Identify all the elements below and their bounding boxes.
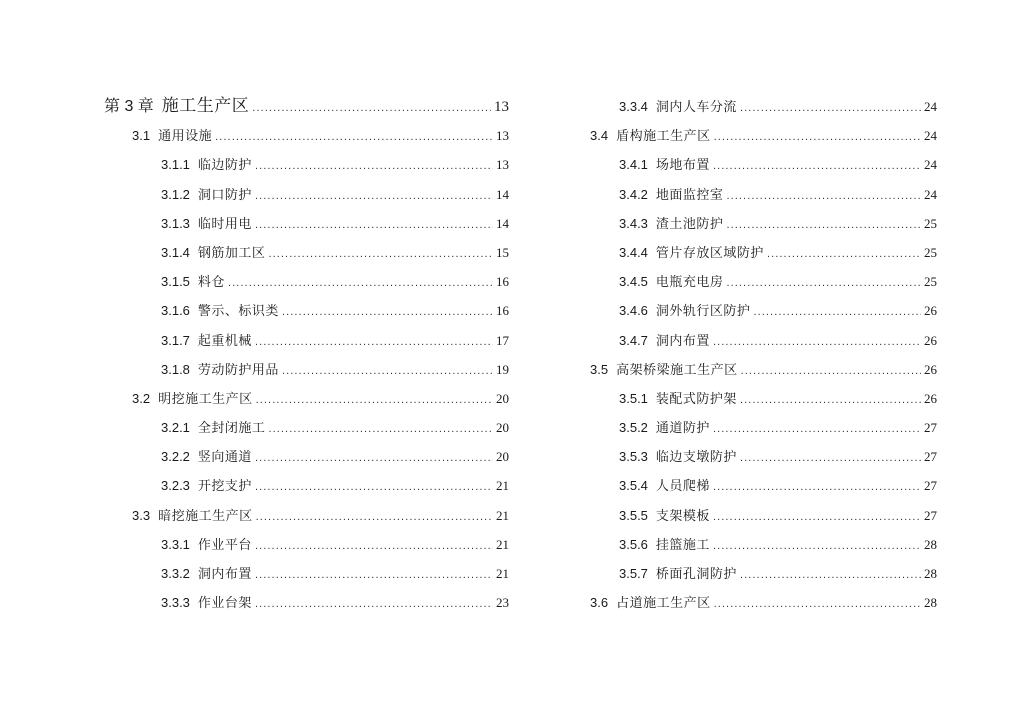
toc-entry-title: 竖向通道 [197, 450, 252, 466]
toc-entry-page: 25 [924, 244, 937, 260]
toc-right-column [562, 92, 937, 617]
toc-entry-number: 3.1.6 [161, 303, 190, 319]
toc-entry-title: 装配式防护架 [655, 391, 737, 407]
toc-dot-leader [753, 298, 921, 327]
toc-entry[interactable] [562, 442, 937, 471]
toc-entry-title: 开挖支护 [197, 479, 252, 495]
toc-entry-page: 28 [924, 566, 937, 581]
toc-entry-title: 占道施工生产区 [616, 596, 711, 612]
toc-entry-page: 13 [496, 128, 509, 144]
toc-entry-number: 3.4.2 [619, 186, 648, 202]
toc-dot-leader [255, 532, 493, 561]
toc-dot-leader [228, 269, 493, 298]
toc-dot-leader [726, 182, 921, 211]
toc-entry[interactable] [562, 471, 937, 500]
toc-entry-number: 3.4 [590, 128, 609, 144]
toc-entry-page: 21 [496, 507, 509, 523]
toc-entry-number: 3.1 [132, 128, 151, 144]
toc-entry-page: 20 [496, 449, 509, 465]
toc-entry-page: 21 [496, 478, 509, 494]
toc-entry-number: 3.3 [132, 507, 151, 523]
toc-entry-number: 3.1.4 [161, 244, 190, 260]
toc-dot-leader [741, 357, 921, 386]
toc-entry-page: 14 [496, 186, 509, 202]
toc-entry-number: 3.3.1 [161, 536, 190, 552]
toc-entry-title: 洞内布置 [655, 333, 710, 349]
toc-entry-number: 3.5.4 [619, 478, 648, 494]
toc-entry-number: 3.4.4 [619, 244, 648, 260]
toc-entry[interactable] [562, 413, 937, 442]
toc-entry-title: 临边支墩防护 [655, 450, 737, 466]
toc-dot-leader [255, 561, 493, 590]
toc-dot-leader [268, 240, 493, 269]
toc-entry-page: 27 [924, 420, 937, 436]
toc-entry-number: 3.1.3 [161, 215, 190, 231]
toc-entry-page: 24 [924, 128, 937, 144]
toc-dot-leader [740, 94, 921, 123]
toc-entry-page: 14 [496, 215, 509, 231]
toc-dot-leader [740, 386, 921, 415]
toc-entry-page: 26 [924, 332, 937, 348]
toc-dot-leader [255, 328, 493, 357]
toc-entry[interactable] [562, 180, 937, 209]
toc-entry-title: 通道防护 [655, 421, 710, 437]
toc-entry[interactable] [104, 588, 509, 617]
toc-entry-title: 全封闭施工 [197, 421, 266, 437]
toc-entry[interactable] [562, 121, 937, 150]
toc-entry-page: 20 [496, 390, 509, 406]
toc-entry[interactable] [104, 355, 509, 384]
toc-entry-page: 24 [924, 157, 937, 173]
toc-entry[interactable] [104, 150, 509, 179]
toc-dot-leader [740, 561, 921, 590]
toc-entry[interactable] [104, 384, 509, 413]
toc-entry-number: 3.4.7 [619, 332, 648, 348]
toc-entry[interactable] [104, 530, 509, 559]
toc-entry-title: 支架模板 [655, 508, 710, 524]
toc-entry-title: 起重机械 [197, 333, 252, 349]
toc-entry[interactable] [104, 180, 509, 209]
toc-entry-page: 24 [924, 99, 937, 114]
toc-entry-page: 21 [496, 536, 509, 552]
toc-entry-number: 3.4.6 [619, 303, 648, 319]
toc-entry[interactable] [104, 501, 509, 530]
toc-entry-page: 20 [496, 420, 509, 436]
toc-entry-title: 临时用电 [197, 216, 252, 232]
toc-entry-title: 警示、标识类 [197, 304, 279, 320]
toc-entry-number: 3.1.5 [161, 274, 190, 290]
toc-entry-page: 27 [924, 478, 937, 494]
toc-entry-number: 3.1.7 [161, 332, 190, 348]
toc-entry-title: 作业平台 [197, 537, 252, 553]
toc-dot-leader [767, 240, 921, 269]
toc-entry-number: 3.6 [590, 595, 609, 611]
toc-entry-number: 3.2.1 [161, 420, 190, 436]
toc-entry-title: 洞内人车分流 [655, 100, 737, 115]
toc-entry[interactable] [104, 559, 509, 588]
toc-entry[interactable] [104, 238, 509, 267]
toc-entry-number: 3.2 [132, 390, 151, 406]
toc-dot-leader [268, 415, 493, 444]
toc-entry-page: 27 [924, 507, 937, 523]
toc-entry[interactable] [562, 355, 937, 384]
toc-entry-page: 25 [924, 215, 937, 231]
toc-entry[interactable] [104, 92, 509, 121]
toc-dot-leader [255, 152, 493, 181]
toc-entry-title: 洞内布置 [197, 567, 252, 582]
toc-entry-number: 3.4.3 [619, 215, 648, 231]
toc-entry-number: 3.3.2 [161, 566, 190, 581]
toc-entry[interactable] [562, 530, 937, 559]
toc-dot-leader [714, 590, 921, 619]
toc-entry[interactable] [562, 296, 937, 325]
toc-entry-title: 盾构施工生产区 [616, 129, 711, 145]
toc-entry-page: 13 [496, 157, 509, 173]
toc-entry-title: 临边防护 [197, 158, 252, 174]
toc-entry-number: 3.2.3 [161, 478, 190, 494]
toc-entry-title: 洞口防护 [197, 187, 252, 203]
toc-entry[interactable] [562, 150, 937, 179]
toc-entry-number: 3.5 [590, 361, 609, 377]
toc-entry-number: 3.5.5 [619, 507, 648, 523]
toc-entry[interactable] [562, 326, 937, 355]
toc-entry[interactable] [562, 501, 937, 530]
toc-entry-page: 19 [496, 361, 509, 377]
toc-dot-leader [255, 182, 493, 211]
toc-dot-leader [252, 94, 491, 123]
toc-entry[interactable] [104, 121, 509, 150]
toc-dot-leader [215, 123, 493, 152]
toc-entry-page: 23 [496, 595, 509, 611]
toc-entry[interactable] [562, 209, 937, 238]
toc-entry-number: 3.5.2 [619, 420, 648, 436]
toc-entry-title: 暗挖施工生产区 [158, 508, 253, 524]
toc-dot-leader [256, 386, 493, 415]
toc-dot-leader [282, 357, 493, 386]
toc-entry-number: 3.4.1 [619, 157, 648, 173]
toc-entry[interactable] [104, 442, 509, 471]
toc-entry-title: 通用设施 [158, 129, 213, 145]
toc-entry[interactable] [104, 267, 509, 296]
toc-entry-title: 料仓 [197, 275, 225, 291]
toc-dot-leader [726, 211, 921, 240]
toc-entry-number: 3.3.4 [619, 99, 648, 114]
toc-entry-page: 25 [924, 274, 937, 290]
toc-entry[interactable] [104, 413, 509, 442]
toc-dot-leader [256, 503, 493, 532]
toc-entry-number: 3.3.3 [161, 595, 190, 611]
toc-entry-page: 16 [496, 274, 509, 290]
toc-entry-number: 3.1.8 [161, 361, 190, 377]
toc-entry[interactable] [104, 326, 509, 355]
toc-entry[interactable] [104, 296, 509, 325]
toc-dot-leader [255, 590, 493, 619]
toc-entry-title: 钢筋加工区 [197, 245, 266, 261]
toc-entry-page: 15 [496, 244, 509, 260]
toc-left-column [104, 92, 509, 617]
toc-entry-number: 第 3 章 [104, 98, 154, 115]
toc-entry-title: 劳动防护用品 [197, 362, 279, 378]
toc-dot-leader [726, 269, 921, 298]
toc-entry[interactable] [562, 238, 937, 267]
toc-entry-number: 3.4.5 [619, 274, 648, 290]
toc-entry-title: 施工生产区 [161, 96, 250, 116]
toc-dot-leader [713, 415, 921, 444]
toc-entry-number: 3.2.2 [161, 449, 190, 465]
toc-entry-page: 21 [496, 566, 509, 581]
toc-entry-title: 地面监控室 [655, 187, 724, 203]
toc-dot-leader [714, 123, 921, 152]
toc-entry-title: 作业台架 [197, 596, 252, 612]
toc-entry-page: 24 [924, 186, 937, 202]
toc-entry-page: 17 [496, 332, 509, 348]
toc-dot-leader [282, 298, 493, 327]
toc-entry-page: 26 [924, 303, 937, 319]
toc-dot-leader [713, 532, 921, 561]
toc-entry-page: 13 [494, 99, 509, 115]
toc-entry-title: 高架桥梁施工生产区 [616, 362, 738, 378]
toc-entry[interactable] [562, 559, 937, 588]
toc-dot-leader [255, 473, 493, 502]
toc-entry-number: 3.5.1 [619, 390, 648, 406]
toc-entry-page: 28 [924, 536, 937, 552]
toc-entry[interactable] [562, 267, 937, 296]
toc-dot-leader [740, 444, 921, 473]
toc-dot-leader [713, 473, 921, 502]
toc-entry-title: 渣土池防护 [655, 216, 724, 232]
toc-entry-title: 洞外轨行区防护 [655, 304, 751, 320]
toc-entry-number: 3.5.7 [619, 566, 648, 581]
toc-entry[interactable] [104, 471, 509, 500]
toc-entry-number: 3.5.6 [619, 536, 648, 552]
toc-entry-page: 26 [924, 361, 937, 377]
toc-entry-number: 3.1.2 [161, 186, 190, 202]
toc-dot-leader [255, 211, 493, 240]
toc-entry-number: 3.5.3 [619, 449, 648, 465]
toc-entry-page: 26 [924, 390, 937, 406]
toc-entry[interactable] [562, 384, 937, 413]
toc-entry-number: 3.1.1 [161, 157, 190, 173]
toc-entry-title: 人员爬梯 [655, 479, 710, 495]
toc-entry-title: 电瓶充电房 [655, 275, 724, 291]
toc-entry[interactable] [104, 209, 509, 238]
toc-entry[interactable] [562, 588, 937, 617]
toc-dot-leader [255, 444, 493, 473]
toc-dot-leader [713, 328, 921, 357]
toc-dot-leader [713, 503, 921, 532]
toc-entry-title: 挂篮施工 [655, 537, 710, 553]
toc-entry-title: 场地布置 [655, 158, 710, 174]
toc-entry-title: 明挖施工生产区 [158, 391, 253, 407]
toc-entry[interactable] [562, 92, 937, 121]
toc-dot-leader [713, 152, 921, 181]
toc-entry-page: 16 [496, 303, 509, 319]
toc-entry-page: 28 [924, 595, 937, 611]
toc-entry-title: 管片存放区域防护 [655, 245, 764, 261]
toc-entry-title: 桥面孔洞防护 [655, 567, 737, 582]
toc-entry-page: 27 [924, 449, 937, 465]
